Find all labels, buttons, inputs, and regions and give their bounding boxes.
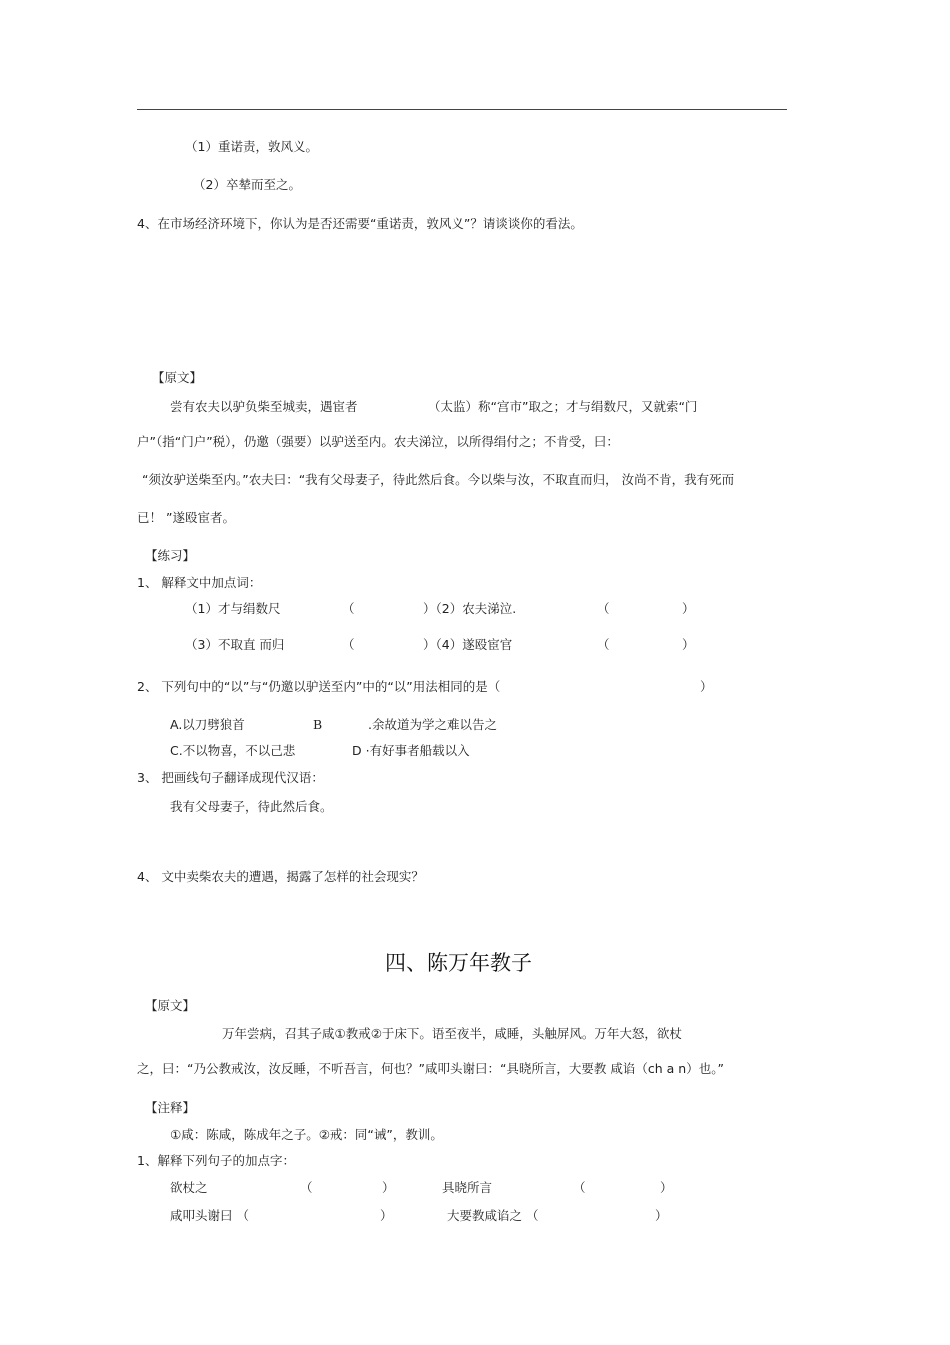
answer-blank-close: ）	[682, 637, 695, 652]
question-item: ）（4）遂殴宦官	[423, 637, 513, 652]
answer-blank-close: ）	[655, 1208, 668, 1223]
answer-blank-open: （	[573, 1180, 586, 1195]
answer-blank-close: ）	[682, 601, 695, 616]
answer-blank-open: （	[342, 601, 355, 616]
option-a: A.以刀劈狼首	[170, 717, 245, 732]
question-2: 2、 下列句中的“以”与“仍邀以驴送至内”中的“以”用法相同的是（	[137, 679, 501, 694]
answer-blank-open: （	[597, 601, 610, 616]
question-item: 大要教咸谄之 （	[447, 1208, 539, 1223]
question-3: 3、 把画线句子翻译成现代汉语：	[137, 770, 324, 785]
question-item: （1）才与绢数尺	[185, 601, 281, 616]
answer-blank-open: （	[300, 1180, 313, 1195]
header-rule	[137, 109, 787, 110]
section-label-yuanwen: 【原文】	[145, 998, 196, 1013]
answer-blank-close: ）	[382, 1180, 395, 1195]
underlined-sentence: 我有父母妻子，待此然后食。	[170, 799, 333, 814]
question-item: 欲杖之	[170, 1180, 208, 1195]
question-item: 具晓所言	[442, 1180, 493, 1195]
option-c: C.不以物喜，不以己悲	[170, 743, 296, 758]
answer-blank-close: ）	[700, 679, 713, 694]
answer-blank-close: ）	[660, 1180, 673, 1195]
question-item: （2）卒辇而至之。	[193, 177, 301, 192]
question-item: （1）重诺责，敦风义。	[185, 139, 318, 154]
section-label-yuanwen: 【原文】	[152, 370, 203, 385]
option-b-letter: B	[313, 717, 323, 732]
text-line: 之，曰：“乃公教戒汝，汝反睡，不听吾言，何也？”咸叩头谢曰：“具晓所言，大要教 咸谄（ch a n）也。”	[137, 1061, 724, 1076]
answer-blank-open: （	[342, 637, 355, 652]
question-item: 咸叩头谢曰 （	[170, 1208, 249, 1223]
section-label-lianxi: 【练习】	[145, 548, 196, 563]
answer-blank-close: ）	[380, 1208, 393, 1223]
text-line: 户”（指“门户”税），仍邀（强要）以驴送至内。农夫涕泣，以所得绢付之；不肯受，曰：	[137, 434, 619, 449]
option-b: .余故道为学之难以告之	[368, 717, 497, 732]
option-d: D ·有好事者船载以入	[352, 743, 470, 758]
question-4: 4、在市场经济环境下，你认为是否还需要“重诺责，敦风义”？请谈谈你的看法。	[137, 216, 583, 231]
question-item: （3）不取直 而归	[185, 637, 285, 652]
text-line: 尝有农夫以驴负柴至城卖，遇宦者	[170, 399, 358, 414]
text-line: “须汝驴送柴至内。”农夫曰：“我有父母妻子，待此然后食。今以柴与汝，不取直而归， 汝尚不肯，我有死而	[142, 472, 735, 487]
text-line: （太监）称“宫市”取之；才与绢数尺，又就索“门	[428, 399, 698, 414]
section-label-zhushi: 【注释】	[145, 1100, 196, 1115]
question-item: ）（2）农夫涕泣.	[423, 601, 517, 616]
question-1: 1、解释下列句子的加点字：	[137, 1153, 295, 1168]
answer-blank-open: （	[597, 637, 610, 652]
section-title: 四、陈万年教子	[385, 951, 532, 975]
text-line: 已！ ”遂殴宦者。	[137, 510, 235, 525]
question-4: 4、 文中卖柴农夫的遭遇，揭露了怎样的社会现实？	[137, 869, 424, 884]
question-1: 1、 解释文中加点词：	[137, 575, 262, 590]
text-line: 万年尝病，召其子咸①教戒②于床下。语至夜半，咸睡，头触屏风。万年大怒，欲杖	[222, 1026, 682, 1041]
annotation-note: ①咸：陈咸，陈成年之子。②戒：同“诫”，教训。	[170, 1127, 443, 1142]
